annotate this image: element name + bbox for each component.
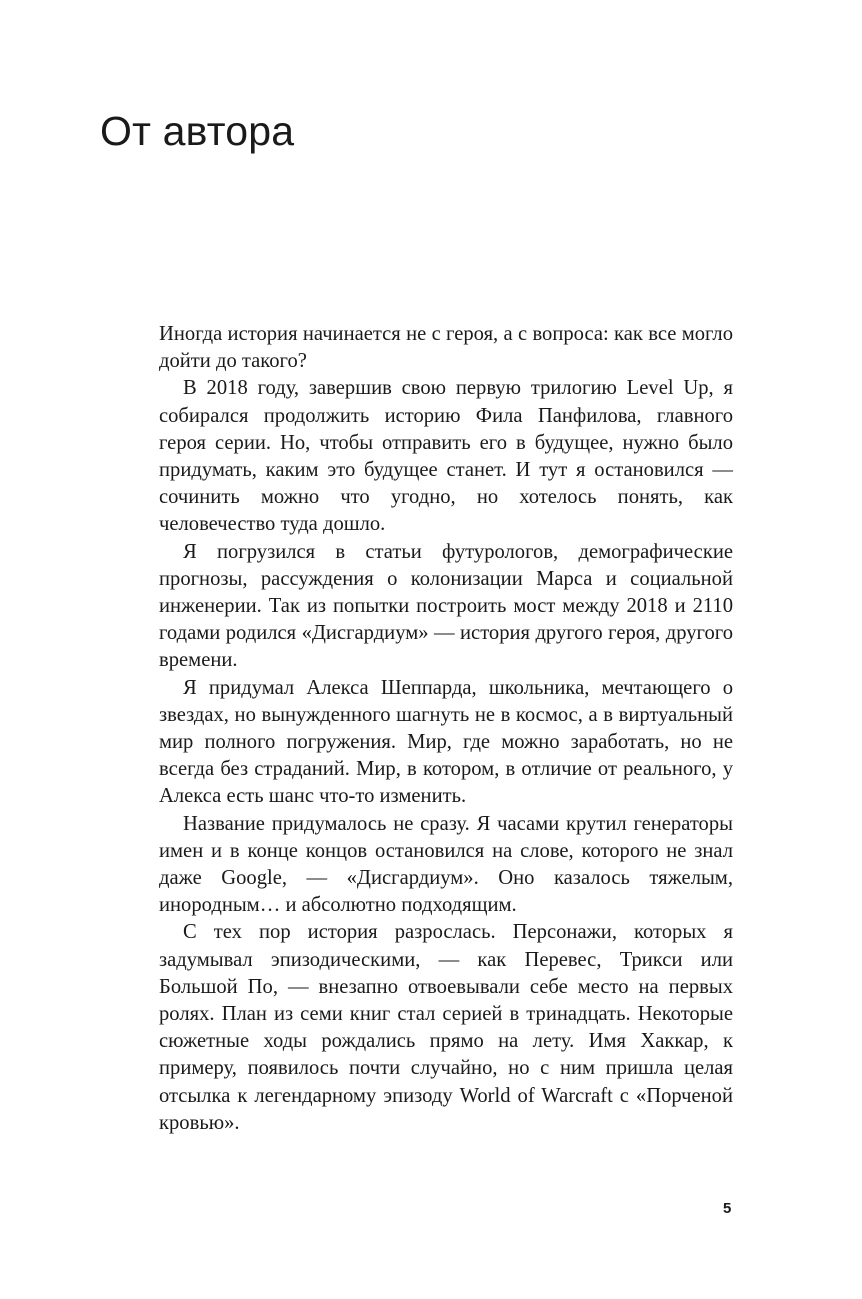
paragraph: Я придумал Алекса Шеппарда, школьника, мечтающего о звездах, но вынужденного шагнуть не в космос, а в виртуальный мир полного погружения. Мир, где можно заработать, но не всегда без страданий. Мир, в котором, в отличие от реального, у Алекса есть шанс что-то изменить. [159, 676, 733, 808]
paragraph: Название придумалось не сразу. Я часами крутил генераторы имен и в конце концов остановился на слове, которого не знал даже Google, — «Дисгардиум». Оно казалось тяжелым, инородным… и абсолютно подходящим. [159, 812, 733, 917]
paragraph: Я погрузился в статьи футурологов, демографические прогнозы, рассуждения о колонизации Марса и социальной инженерии. Так из попытки построить мост между 2018 и 2110 годами родился «Дисгардиум» — история другого героя, другого времени. [159, 540, 733, 672]
paragraph: С тех пор история разрослась. Персонажи, которых я задумывал эпизодическими, — как Перевес, Трикси или Большой По, — внезапно отвоевывали себе место на первых ролях. План из семи книг стал серией в тринадцать. Некоторые сюжетные ходы рождались прямо на лету. Имя Хаккар, к примеру, появилось почти случайно, но с ним пришла целая отсылка к легендарному эпизоду World of Warcraft с «Порченой кровью». [159, 921, 733, 1134]
body-text [159, 321, 733, 1137]
paragraph: Иногда история начинается не с героя, а с вопроса: как все могло дойти до такого? [159, 323, 733, 373]
paragraph: В 2018 году, завершив свою первую трилогию Level Up, я собирался продолжить историю Фила Панфилова, главного героя серии. Но, чтобы отправить его в будущее, нужно было придумать, каким это будущее станет. И тут я остановился — сочинить можно что угодно, но хотелось понять, как человечество туда дошло. [159, 377, 733, 536]
chapter-title: От автора [100, 108, 295, 154]
page-number: 5 [723, 1200, 732, 1217]
